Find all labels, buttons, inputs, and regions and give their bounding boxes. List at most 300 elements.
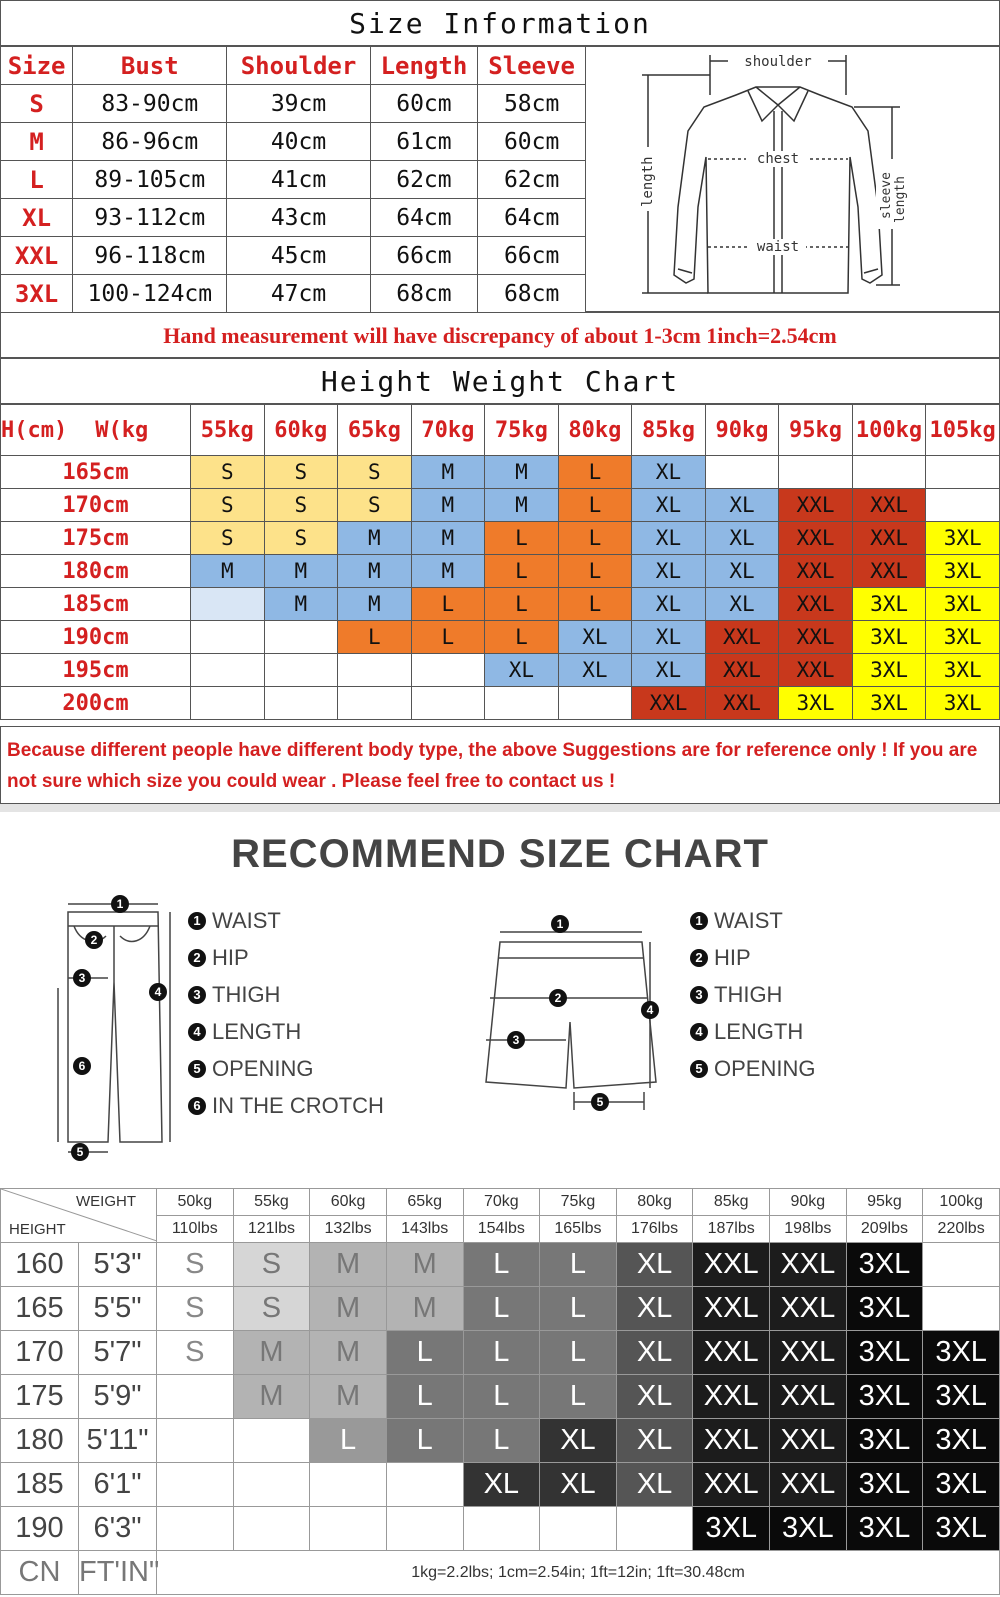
rec-footer-cn: CN	[1, 1551, 79, 1595]
rec-size-cell: 3XL	[846, 1375, 923, 1419]
rec-size-cell	[157, 1375, 234, 1419]
hw-size-cell	[338, 687, 412, 720]
rec-size-cell: 3XL	[923, 1419, 1000, 1463]
rec-height-ft: 5'9"	[79, 1375, 157, 1419]
rec-footer-row	[1, 1551, 1000, 1595]
size-header-row	[1, 47, 586, 85]
rec-size-cell: 3XL	[846, 1287, 923, 1331]
rec-size-cell: XXL	[693, 1331, 770, 1375]
rec-size-cell: 3XL	[846, 1507, 923, 1551]
hw-size-cell: XXL	[705, 654, 779, 687]
hw-size-cell: M	[485, 456, 559, 489]
shorts-legend	[690, 902, 815, 1087]
legend-label: HIP	[714, 944, 751, 970]
legend-label: WAIST	[212, 907, 281, 933]
size-value: 83-90cm	[73, 85, 227, 123]
rec-height-cn: 180	[1, 1419, 79, 1463]
rec-kg-row	[1, 1189, 1000, 1216]
rec-size-cell: 3XL	[770, 1507, 847, 1551]
rec-size-cell: S	[233, 1243, 310, 1287]
rec-size-cell: XL	[616, 1375, 693, 1419]
hw-size-cell: XL	[632, 588, 706, 621]
rec-kg-header: 90kg	[770, 1189, 847, 1216]
rec-size-cell	[233, 1507, 310, 1551]
size-value: 43cm	[227, 199, 370, 237]
rec-height-cn: 170	[1, 1331, 79, 1375]
length-label: length	[640, 156, 656, 207]
hw-size-cell: XXL	[779, 555, 853, 588]
height-weight-title: Height Weight Chart	[0, 358, 1000, 404]
rec-row	[1, 1243, 1000, 1287]
rec-size-cell	[233, 1463, 310, 1507]
legend-number: 4	[188, 1023, 206, 1041]
hw-size-cell	[852, 456, 926, 489]
hw-size-cell: XXL	[852, 555, 926, 588]
pants-legend	[188, 902, 384, 1124]
legend-label: THIGH	[714, 981, 783, 1007]
rec-size-cell: XL	[616, 1463, 693, 1507]
rec-size-cell: L	[540, 1375, 617, 1419]
hw-size-cell: XL	[485, 654, 559, 687]
rec-size-cell: XL	[540, 1463, 617, 1507]
rec-kg-header: 60kg	[310, 1189, 387, 1216]
hw-height-label: 190cm	[1, 621, 191, 654]
size-value: 68cm	[478, 275, 586, 313]
rec-size-cell: XXL	[770, 1287, 847, 1331]
rec-lbs-header: 132lbs	[310, 1216, 387, 1243]
chest-label: chest	[756, 151, 800, 167]
hw-size-cell: M	[411, 522, 485, 555]
rec-kg-header: 75kg	[540, 1189, 617, 1216]
disclaimer: Because different people have different body type, the above Suggestions are for reference only ! If you are not sure which size you could wear . Please feel free to contact us !	[0, 726, 1000, 804]
rec-size-cell: S	[157, 1243, 234, 1287]
size-row	[1, 123, 586, 161]
rec-lbs-header: 209lbs	[846, 1216, 923, 1243]
hw-size-cell: 3XL	[852, 588, 926, 621]
hw-weight-header: 80kg	[558, 405, 632, 456]
size-value: 39cm	[227, 85, 370, 123]
rec-size-cell: XXL	[770, 1463, 847, 1507]
rec-lbs-header: 143lbs	[386, 1216, 463, 1243]
size-value: 86-96cm	[73, 123, 227, 161]
hw-weight-header: 90kg	[705, 405, 779, 456]
size-value: 96-118cm	[73, 237, 227, 275]
hw-size-cell: M	[411, 555, 485, 588]
legend-item	[690, 1013, 815, 1050]
legend-label: HIP	[212, 944, 249, 970]
hw-height-label: 165cm	[1, 456, 191, 489]
shorts-marker-length-num: 4	[646, 1003, 654, 1017]
rec-size-cell	[923, 1287, 1000, 1331]
rec-size-cell: L	[463, 1287, 540, 1331]
rec-size-cell: XXL	[693, 1287, 770, 1331]
hw-size-cell: XXL	[705, 687, 779, 720]
hw-size-cell	[558, 687, 632, 720]
rec-size-cell: XL	[540, 1419, 617, 1463]
hw-size-cell: XXL	[779, 522, 853, 555]
legend-item	[690, 1050, 815, 1087]
size-label: M	[1, 123, 73, 161]
rec-size-cell: S	[157, 1331, 234, 1375]
rec-lbs-header: 121lbs	[233, 1216, 310, 1243]
hw-size-cell	[191, 588, 265, 621]
rec-size-cell: XL	[616, 1243, 693, 1287]
rec-size-cell: L	[386, 1375, 463, 1419]
rec-size-cell: L	[540, 1243, 617, 1287]
hw-size-cell: M	[264, 588, 338, 621]
rec-size-cell: XXL	[693, 1375, 770, 1419]
rec-kg-header: 80kg	[616, 1189, 693, 1216]
rec-corner	[1, 1189, 157, 1243]
legend-item	[690, 976, 815, 1013]
legend-label: OPENING	[714, 1055, 816, 1081]
rec-size-cell	[157, 1507, 234, 1551]
pants-marker-length-num: 4	[154, 985, 162, 999]
sleeve-length-label: length	[893, 176, 908, 223]
rec-lbs-header: 176lbs	[616, 1216, 693, 1243]
rec-height-ft: 5'3"	[79, 1243, 157, 1287]
hw-size-cell	[705, 456, 779, 489]
hw-size-cell: L	[411, 588, 485, 621]
legend-number: 5	[690, 1060, 708, 1078]
hw-size-cell: XL	[705, 588, 779, 621]
hw-size-cell: L	[558, 555, 632, 588]
size-value: 66cm	[478, 237, 586, 275]
rec-size-cell: L	[463, 1331, 540, 1375]
rec-size-cell: XXL	[693, 1463, 770, 1507]
pants-marker-hip-num: 2	[90, 933, 98, 947]
legend-item	[188, 1087, 384, 1124]
waist-label: waist	[756, 239, 800, 255]
hw-weight-header: 65kg	[338, 405, 412, 456]
pants-marker-opening-num: 5	[76, 1145, 84, 1159]
rec-size-cell: L	[463, 1243, 540, 1287]
rec-size-cell: 3XL	[846, 1419, 923, 1463]
legend-item	[188, 1013, 384, 1050]
pants-marker-thigh-num: 3	[78, 971, 86, 985]
hw-row	[1, 588, 1000, 621]
rec-row	[1, 1375, 1000, 1419]
rec-size-cell: L	[463, 1375, 540, 1419]
rec-size-cell: L	[540, 1287, 617, 1331]
rec-row	[1, 1287, 1000, 1331]
rec-height-ft: 5'11"	[79, 1419, 157, 1463]
size-value: 68cm	[370, 275, 478, 313]
size-value: 64cm	[478, 199, 586, 237]
hw-size-cell: 3XL	[852, 654, 926, 687]
size-label: XL	[1, 199, 73, 237]
hw-size-cell: M	[191, 555, 265, 588]
rec-size-cell: M	[310, 1287, 387, 1331]
measurement-note: Hand measurement will have discrepancy of about 1-3cm 1inch=2.54cm	[0, 312, 1000, 358]
hw-height-label: 185cm	[1, 588, 191, 621]
legend-item	[188, 902, 384, 939]
hw-size-cell: L	[485, 621, 559, 654]
size-value: 62cm	[370, 161, 478, 199]
hw-size-cell: M	[338, 522, 412, 555]
size-label: 3XL	[1, 275, 73, 313]
size-label: L	[1, 161, 73, 199]
size-row	[1, 161, 586, 199]
rec-size-cell: 3XL	[846, 1463, 923, 1507]
hw-height-label: 170cm	[1, 489, 191, 522]
recommend-table	[0, 1188, 1000, 1595]
hw-header-row	[1, 405, 1000, 456]
hw-size-cell: XXL	[705, 621, 779, 654]
hw-size-cell: XL	[705, 522, 779, 555]
hw-size-cell: XL	[632, 522, 706, 555]
hw-size-cell	[926, 456, 1000, 489]
rec-kg-header: 95kg	[846, 1189, 923, 1216]
hw-size-cell: S	[264, 522, 338, 555]
rec-footer-note: 1kg=2.2lbs; 1cm=2.54in; 1ft=12in; 1ft=30.48cm	[157, 1551, 1000, 1595]
hw-weight-header: 60kg	[264, 405, 338, 456]
rec-kg-header: 85kg	[693, 1189, 770, 1216]
rec-size-cell	[310, 1463, 387, 1507]
hw-size-cell: M	[264, 555, 338, 588]
hw-size-cell	[411, 654, 485, 687]
size-value: 89-105cm	[73, 161, 227, 199]
hw-size-cell: L	[558, 588, 632, 621]
size-value: 60cm	[478, 123, 586, 161]
hw-size-cell: 3XL	[779, 687, 853, 720]
legend-item	[188, 1050, 384, 1087]
size-row	[1, 275, 586, 313]
rec-height-ft: 5'5"	[79, 1287, 157, 1331]
rec-size-cell: M	[233, 1331, 310, 1375]
hw-size-cell: L	[485, 522, 559, 555]
size-value: 41cm	[227, 161, 370, 199]
rec-kg-header: 100kg	[923, 1189, 1000, 1216]
rec-size-cell	[463, 1507, 540, 1551]
hw-size-cell: XXL	[779, 588, 853, 621]
hw-size-cell: XL	[632, 456, 706, 489]
rec-size-cell: 3XL	[923, 1507, 1000, 1551]
hw-size-cell: XL	[558, 621, 632, 654]
hw-size-cell: XXL	[779, 654, 853, 687]
hw-size-cell	[191, 654, 265, 687]
hw-height-label: 175cm	[1, 522, 191, 555]
hw-size-cell: M	[485, 489, 559, 522]
hw-size-cell: 3XL	[926, 522, 1000, 555]
hw-size-cell	[411, 687, 485, 720]
hw-size-cell: S	[264, 489, 338, 522]
size-value: 64cm	[370, 199, 478, 237]
legend-label: THIGH	[212, 981, 281, 1007]
rec-lbs-header: 165lbs	[540, 1216, 617, 1243]
rec-size-cell: M	[310, 1375, 387, 1419]
hw-size-cell	[191, 621, 265, 654]
rec-size-cell: L	[310, 1419, 387, 1463]
hw-size-cell	[926, 489, 1000, 522]
rec-size-cell	[310, 1507, 387, 1551]
hw-size-cell: L	[485, 555, 559, 588]
size-row	[1, 237, 586, 275]
rec-size-cell: XXL	[693, 1419, 770, 1463]
size-value: 100-124cm	[73, 275, 227, 313]
hw-size-cell: L	[558, 456, 632, 489]
hw-row	[1, 522, 1000, 555]
legend-number: 1	[188, 912, 206, 930]
hw-size-cell: S	[338, 456, 412, 489]
hw-size-cell: S	[191, 489, 265, 522]
rec-size-cell: 3XL	[693, 1507, 770, 1551]
hw-size-cell: L	[558, 489, 632, 522]
hw-row	[1, 621, 1000, 654]
size-label: S	[1, 85, 73, 123]
size-table	[0, 46, 586, 313]
rec-size-cell	[157, 1419, 234, 1463]
height-weight-table	[0, 404, 1000, 720]
rec-size-cell	[386, 1507, 463, 1551]
rec-lbs-header: 220lbs	[923, 1216, 1000, 1243]
shorts-diagram	[478, 912, 678, 1112]
rec-kg-header: 50kg	[157, 1189, 234, 1216]
size-header-cell: Length	[370, 47, 478, 85]
hw-size-cell: XXL	[852, 522, 926, 555]
hw-corner	[1, 405, 191, 456]
rec-height-cn: 165	[1, 1287, 79, 1331]
size-header-cell: Size	[1, 47, 73, 85]
size-value: 40cm	[227, 123, 370, 161]
size-info-title: Size Information	[0, 0, 1000, 46]
hw-corner-height: H(cm)	[1, 417, 68, 443]
hw-row	[1, 654, 1000, 687]
shirt-drawing	[586, 47, 1000, 313]
rec-row	[1, 1419, 1000, 1463]
hw-height-label: 180cm	[1, 555, 191, 588]
size-row	[1, 85, 586, 123]
rec-height-cn: 175	[1, 1375, 79, 1419]
hw-weight-header: 75kg	[485, 405, 559, 456]
rec-size-cell: XXL	[770, 1243, 847, 1287]
shorts-marker-hip-num: 2	[554, 991, 562, 1005]
size-value: 45cm	[227, 237, 370, 275]
hw-size-cell: L	[558, 522, 632, 555]
hw-size-cell: L	[411, 621, 485, 654]
hw-size-cell: L	[338, 621, 412, 654]
legend-number: 4	[690, 1023, 708, 1041]
hw-size-cell: XL	[705, 489, 779, 522]
rec-size-cell: XL	[463, 1463, 540, 1507]
legend-item	[188, 976, 384, 1013]
rec-footer-ft: FT'IN"	[79, 1551, 157, 1595]
rec-size-cell: 3XL	[846, 1243, 923, 1287]
pants-marker-waist-num: 1	[116, 897, 124, 911]
rec-size-cell: 3XL	[923, 1375, 1000, 1419]
size-header-cell: Shoulder	[227, 47, 370, 85]
hw-size-cell: XXL	[779, 489, 853, 522]
legend-item	[188, 939, 384, 976]
hw-size-cell: L	[485, 588, 559, 621]
hw-row	[1, 489, 1000, 522]
hw-height-label: 195cm	[1, 654, 191, 687]
hw-weight-header: 100kg	[852, 405, 926, 456]
pants-diagram	[50, 892, 180, 1162]
legend-number: 3	[690, 986, 708, 1004]
legend-label: LENGTH	[212, 1018, 302, 1044]
sleeve-label: sleeve	[879, 172, 894, 219]
hw-size-cell: M	[411, 489, 485, 522]
hw-row	[1, 687, 1000, 720]
recommend-title: RECOMMEND SIZE CHART	[231, 832, 769, 876]
rec-size-cell	[157, 1463, 234, 1507]
hw-size-cell: 3XL	[852, 687, 926, 720]
rec-size-cell: 3XL	[923, 1463, 1000, 1507]
rec-size-cell: 3XL	[923, 1331, 1000, 1375]
rec-lbs-header: 154lbs	[463, 1216, 540, 1243]
rec-size-cell: M	[233, 1375, 310, 1419]
shorts-marker-opening-num: 5	[596, 1095, 604, 1109]
rec-lbs-header: 110lbs	[157, 1216, 234, 1243]
rec-size-cell: XL	[616, 1419, 693, 1463]
hw-size-cell	[191, 687, 265, 720]
rec-row	[1, 1507, 1000, 1551]
rec-size-cell	[386, 1463, 463, 1507]
size-label: XXL	[1, 237, 73, 275]
pants-marker-crotch-num: 6	[78, 1059, 86, 1073]
rec-size-cell: M	[310, 1331, 387, 1375]
rec-size-cell	[540, 1507, 617, 1551]
rec-size-cell	[616, 1507, 693, 1551]
rec-size-cell: XXL	[693, 1243, 770, 1287]
hw-size-cell: S	[264, 456, 338, 489]
size-value: 61cm	[370, 123, 478, 161]
legend-number: 5	[188, 1060, 206, 1078]
rec-kg-header: 55kg	[233, 1189, 310, 1216]
rec-height-label: HEIGHT	[9, 1221, 66, 1238]
hw-size-cell: 3XL	[926, 555, 1000, 588]
rec-height-cn: 190	[1, 1507, 79, 1551]
hw-size-cell: 3XL	[926, 654, 1000, 687]
hw-size-cell	[779, 456, 853, 489]
hw-size-cell: XL	[632, 489, 706, 522]
rec-row	[1, 1463, 1000, 1507]
rec-weight-label: WEIGHT	[76, 1193, 136, 1210]
hw-size-cell	[485, 687, 559, 720]
hw-size-cell: XL	[632, 555, 706, 588]
rec-size-cell: XL	[616, 1331, 693, 1375]
rec-height-cn: 185	[1, 1463, 79, 1507]
hw-size-cell	[264, 621, 338, 654]
rec-size-cell: L	[540, 1331, 617, 1375]
hw-size-cell: XXL	[632, 687, 706, 720]
hw-size-cell: XXL	[779, 621, 853, 654]
legend-item	[690, 902, 815, 939]
rec-kg-header: 65kg	[386, 1189, 463, 1216]
size-value: 93-112cm	[73, 199, 227, 237]
size-row	[1, 199, 586, 237]
legend-number: 3	[188, 986, 206, 1004]
size-header-cell: Sleeve	[478, 47, 586, 85]
hw-size-cell	[264, 654, 338, 687]
hw-size-cell: M	[411, 456, 485, 489]
rec-size-cell: L	[386, 1419, 463, 1463]
rec-size-cell: XL	[616, 1287, 693, 1331]
rec-size-cell: M	[386, 1287, 463, 1331]
rec-size-cell: M	[386, 1243, 463, 1287]
rec-height-cn: 160	[1, 1243, 79, 1287]
rec-size-cell: XXL	[770, 1331, 847, 1375]
hw-size-cell: 3XL	[926, 621, 1000, 654]
legend-label: WAIST	[714, 907, 783, 933]
shorts-marker-waist-num: 1	[556, 917, 564, 931]
rec-size-cell: XXL	[770, 1419, 847, 1463]
size-value: 60cm	[370, 85, 478, 123]
hw-weight-header: 105kg	[926, 405, 1000, 456]
legend-number: 1	[690, 912, 708, 930]
rec-lbs-header: 198lbs	[770, 1216, 847, 1243]
